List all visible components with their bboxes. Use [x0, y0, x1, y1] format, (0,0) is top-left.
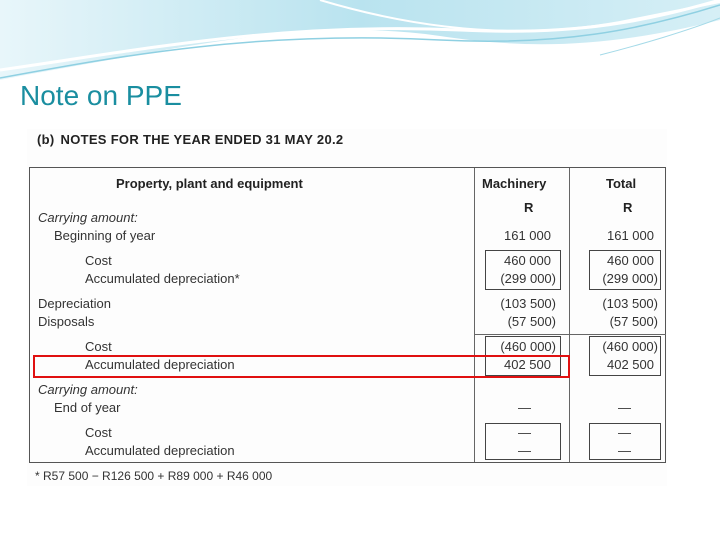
value-box — [589, 423, 661, 460]
machinery-value: — — [518, 400, 531, 415]
row-label: Cost — [85, 253, 112, 268]
row-label: Beginning of year — [54, 228, 156, 243]
row-label: Carrying amount: — [38, 382, 138, 397]
total-value: (57 500) — [609, 314, 658, 329]
machinery-value: — — [518, 443, 531, 458]
total-value: (460 000) — [602, 339, 658, 354]
row-label: Cost — [85, 339, 112, 354]
machinery-value: 161 000 — [504, 228, 551, 243]
value-box — [589, 250, 661, 290]
machinery-value: — — [518, 425, 531, 440]
total-value: 402 500 — [607, 357, 654, 372]
machinery-value: (460 000) — [500, 339, 556, 354]
machinery-value: 460 000 — [504, 253, 551, 268]
note-part: (b) — [37, 132, 55, 147]
ppe-table — [29, 167, 666, 463]
total-value: 460 000 — [607, 253, 654, 268]
total-value: (299 000) — [602, 271, 658, 286]
total-value: — — [618, 425, 631, 440]
row-label: Depreciation — [38, 296, 111, 311]
total-value: — — [618, 443, 631, 458]
column-divider — [569, 168, 570, 462]
row-label: Cost — [85, 425, 112, 440]
row-label: Carrying amount: — [38, 210, 138, 225]
note-heading — [37, 132, 343, 147]
row-label: End of year — [54, 400, 121, 415]
total-value: — — [618, 400, 631, 415]
value-box — [485, 250, 561, 290]
slide-title: Note on PPE — [20, 80, 182, 111]
column-header-total: Total — [606, 176, 637, 191]
note-heading-text: NOTES FOR THE YEAR ENDED 31 MAY 20.2 — [60, 132, 344, 147]
total-value: 161 000 — [607, 228, 654, 243]
machinery-value: (299 000) — [500, 271, 556, 286]
machinery-value: (103 500) — [500, 296, 556, 311]
highlight-box — [33, 355, 570, 378]
currency-total: R — [623, 200, 633, 215]
machinery-value: 402 500 — [504, 357, 551, 372]
footnote: * R57 500 − R126 500 + R89 000 + R46 000 — [35, 469, 273, 483]
column-header-label: Property, plant and equipment — [116, 176, 303, 191]
currency-machinery: R — [524, 200, 534, 215]
row-label: Accumulated depreciation* — [85, 271, 240, 286]
value-box — [485, 423, 561, 460]
total-value: (103 500) — [602, 296, 658, 311]
machinery-value: (57 500) — [507, 314, 556, 329]
decorative-banner — [0, 0, 720, 90]
value-box — [589, 336, 661, 376]
column-header-machinery: Machinery — [482, 176, 547, 191]
row-label: Disposals — [38, 314, 95, 329]
ppe-note — [27, 129, 667, 486]
row-label: Accumulated depreciation — [85, 443, 235, 458]
row-label: Accumulated depreciation — [85, 357, 235, 372]
column-divider — [474, 168, 475, 462]
row-divider — [474, 334, 666, 335]
